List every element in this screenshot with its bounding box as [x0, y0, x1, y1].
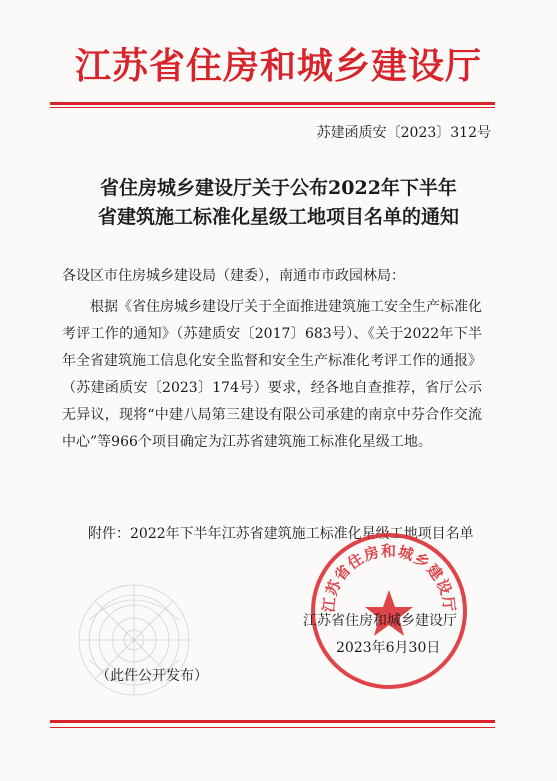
- document-title-line-2: 省建筑施工标准化星级工地项目名单的通知: [97, 206, 459, 228]
- footer-rule-thin: [50, 727, 495, 728]
- signature-date: 2023年6月30日: [336, 640, 441, 656]
- body-paragraph: 根据《省住房城乡建设厅关于全面推进建筑施工安全生产标准化考评工作的通知》（苏建质安〔2017〕683号）、《关于2022年下半年全省建筑施工信息化安全监督和安全生产标准化考评工作的通报》（苏建函质安〔2023〕174号）要求，经各地自查推荐，省厅公示无异议，现将“中建八局第三建设有限公司承建的南京中芬合作交流中心”等966个项目确定为江苏省建筑施工标准化星级工地。: [62, 299, 482, 450]
- letterhead-rule-thin: [50, 107, 495, 108]
- document-number: 苏建函质安〔2023〕312号: [316, 125, 491, 141]
- seal-text: 江苏省住房和城乡建设厅: [319, 542, 459, 614]
- letterhead-rule-thick: [50, 102, 495, 105]
- signature-organization: 江苏省住房和城乡建设厅: [303, 613, 457, 629]
- document-title: [40, 174, 517, 232]
- attachment-line: 附件：2022年下半年江苏省建筑施工标准化星级工地项目名单: [88, 526, 474, 542]
- document-title-line-1: 省住房城乡建设厅关于公布2022年下半年: [100, 177, 457, 199]
- salutation: 各设区市住房城乡建设局（建委），南通市市政园林局：: [62, 268, 405, 284]
- letterhead-title: 江苏省住房和城乡建设厅: [74, 45, 482, 87]
- body-text: [62, 294, 482, 456]
- public-release-note: （此件公开发布）: [96, 668, 208, 684]
- footer-rule-thick: [50, 720, 495, 723]
